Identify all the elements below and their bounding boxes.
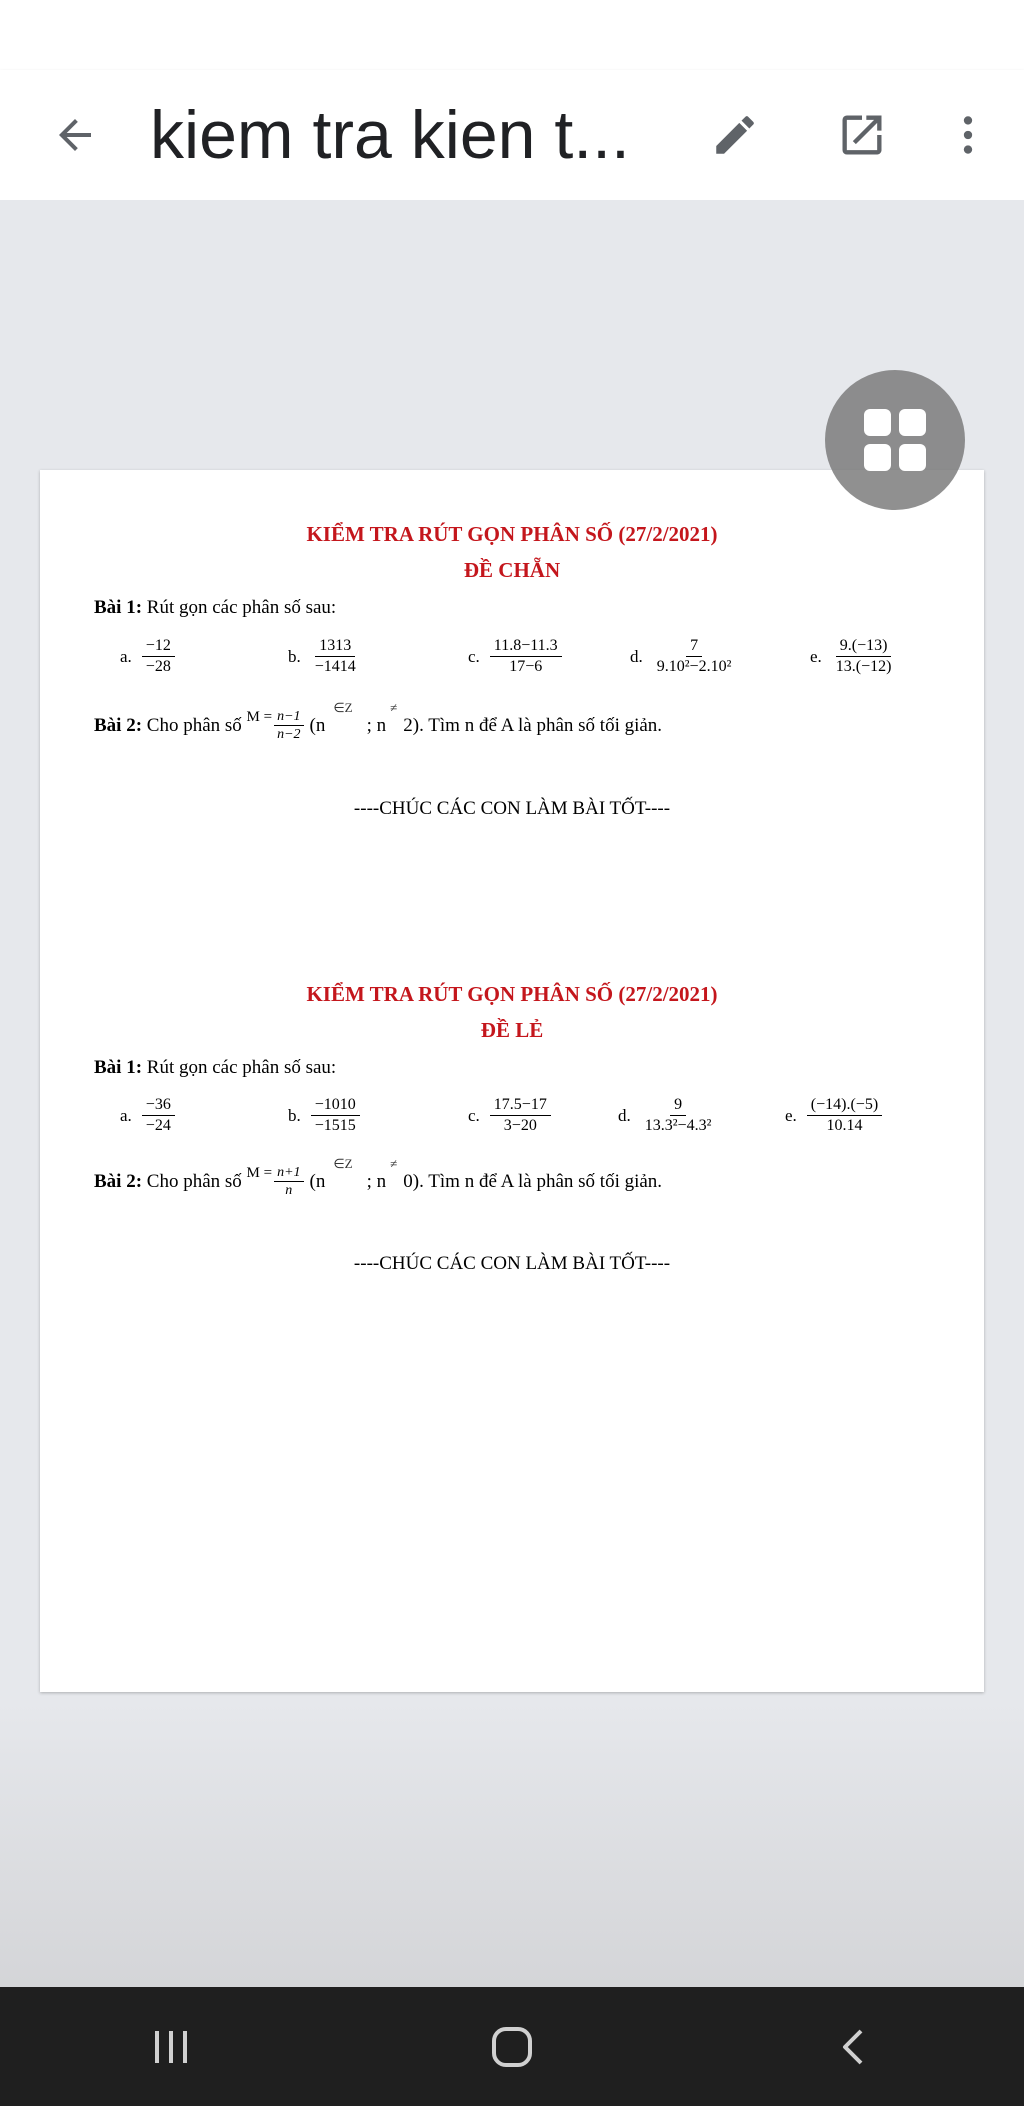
closing-wish: ----CHÚC CÁC CON LÀM BÀI TỐT---- [353, 798, 671, 819]
fraction [142, 636, 175, 677]
open-in-new-icon [836, 109, 888, 161]
home-icon [488, 2023, 536, 2071]
item-label: c. [468, 1105, 480, 1125]
m-fraction [274, 1164, 303, 1199]
arrow-left-icon [51, 111, 99, 159]
item-label: a. [120, 646, 132, 666]
fraction [490, 1095, 551, 1136]
exercise-1-text: Rút gọn các phân số sau: [146, 597, 337, 618]
not-equal-sign: ≠ [390, 699, 398, 715]
more-options-button[interactable] [933, 100, 1003, 170]
exercise-2-intro: Cho phân số [146, 1170, 242, 1192]
numerator: 17.5−17 [490, 1095, 551, 1116]
recent-apps-icon [149, 2025, 193, 2069]
denominator: 3−20 [503, 1117, 537, 1134]
element-of-z: ∈Z [333, 1155, 353, 1171]
denominator: −24 [145, 1117, 171, 1134]
fraction-item-b [288, 1095, 360, 1136]
grid-view-icon [862, 407, 928, 473]
item-label: b. [288, 646, 301, 666]
item-label: b. [288, 1105, 301, 1125]
numerator: −1010 [311, 1095, 360, 1116]
numerator: (−14).(−5) [807, 1095, 882, 1116]
fraction [311, 636, 360, 677]
numerator: 11.8−11.3 [490, 636, 562, 657]
m-fraction [274, 708, 303, 743]
exercise-2-intro: Cho phân số [146, 714, 242, 736]
condition-open: (n [309, 714, 326, 736]
recent-apps-button[interactable] [111, 2002, 231, 2092]
fraction-item-e [810, 636, 895, 677]
chevron-left-icon [831, 2025, 875, 2069]
status-bar [0, 0, 1024, 70]
fraction-item-c [468, 1095, 551, 1136]
document-title: kiem tra kien t... [150, 97, 630, 173]
exam-title: KIỂM TRA RÚT GỌN PHÂN SỐ (27/2/2021) [306, 982, 718, 1006]
item-label: d. [618, 1105, 631, 1125]
numerator: −36 [142, 1095, 175, 1116]
denominator: 9.10²−2.10² [656, 658, 732, 675]
fraction [653, 636, 736, 677]
exercise-1-label: Bài 1: [94, 597, 143, 618]
system-back-button[interactable] [793, 2002, 913, 2092]
m-denominator: n [285, 1183, 293, 1198]
fraction-item-e [785, 1095, 882, 1136]
fraction-item-a [120, 636, 175, 677]
m-numerator: n−1 [274, 708, 303, 726]
exercise-1-heading [94, 1057, 336, 1079]
m-label: M = [246, 709, 273, 725]
fraction-item-a [120, 1095, 175, 1136]
denominator: −28 [145, 658, 171, 675]
fraction [807, 1095, 882, 1136]
condition-mid: ; n [366, 714, 387, 736]
grid-view-button[interactable] [825, 370, 965, 510]
open-external-button[interactable] [827, 100, 897, 170]
exam-subtitle: ĐỀ LẺ [480, 1018, 544, 1042]
exercise-1-heading [94, 597, 336, 619]
edit-button[interactable] [700, 100, 770, 170]
denominator: 10.14 [826, 1117, 863, 1134]
element-of-z: ∈Z [333, 699, 353, 715]
numerator: 1313 [315, 636, 355, 657]
numerator: 9.(−13) [836, 636, 892, 657]
exercise-2-label: Bài 2: [94, 714, 143, 736]
closing-wish: ----CHÚC CÁC CON LÀM BÀI TỐT---- [353, 1253, 671, 1274]
denominator: 17−6 [509, 658, 543, 675]
fraction [490, 636, 562, 677]
system-navigation-bar [0, 1987, 1024, 2106]
item-label: c. [468, 646, 480, 666]
fraction [832, 636, 896, 677]
document-page [40, 470, 984, 1692]
fraction-item-d [630, 636, 735, 677]
exam-subtitle: ĐỀ CHẴN [463, 558, 561, 582]
item-label: e. [810, 646, 822, 666]
fraction-item-d [618, 1095, 715, 1136]
fraction [142, 1095, 175, 1136]
not-equal-sign: ≠ [390, 1155, 398, 1171]
back-button[interactable] [40, 100, 110, 170]
denominator: −1414 [314, 658, 356, 675]
exercise-2 [94, 1155, 663, 1199]
fraction [311, 1095, 360, 1136]
denominator: 13.3²−4.3² [644, 1117, 712, 1134]
condition-rest: 2). Tìm n để A là phân số tối giản. [403, 714, 663, 736]
home-button[interactable] [452, 2002, 572, 2092]
exercise-2-label: Bài 2: [94, 1170, 143, 1192]
item-label: a. [120, 1105, 132, 1125]
exercise-2 [94, 699, 663, 743]
exercise-1-text: Rút gọn các phân số sau: [146, 1057, 337, 1078]
item-label: d. [630, 646, 643, 666]
item-label: e. [785, 1105, 797, 1125]
exam-title: KIỂM TRA RÚT GỌN PHÂN SỐ (27/2/2021) [306, 522, 718, 546]
fraction-item-c [468, 636, 562, 677]
more-vert-icon [943, 110, 993, 160]
numerator: −12 [142, 636, 175, 657]
numerator: 9 [670, 1095, 686, 1116]
fraction [641, 1095, 716, 1136]
app-bar [0, 70, 1024, 200]
denominator: 13.(−12) [835, 658, 892, 675]
numerator: 7 [686, 636, 702, 657]
m-label: M = [246, 1165, 273, 1181]
m-denominator: n−2 [277, 727, 301, 742]
pencil-icon [710, 110, 760, 160]
denominator: −1515 [314, 1117, 356, 1134]
fraction-item-b [288, 636, 360, 677]
exercise-1-label: Bài 1: [94, 1057, 143, 1078]
condition-rest: 0). Tìm n để A là phân số tối giản. [403, 1170, 663, 1192]
condition-open: (n [309, 1170, 326, 1192]
condition-mid: ; n [366, 1170, 387, 1192]
m-numerator: n+1 [274, 1164, 303, 1182]
